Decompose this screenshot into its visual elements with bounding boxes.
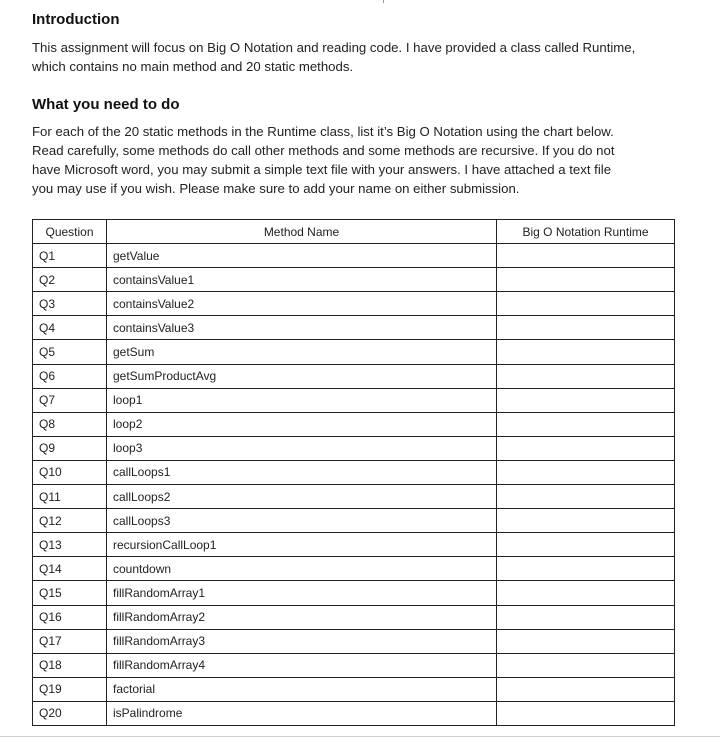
runtime-answer-cell[interactable] bbox=[497, 653, 675, 677]
method-name-cell: loop2 bbox=[107, 412, 497, 436]
table-row bbox=[33, 605, 675, 629]
todo-line: have Microsoft word, you may submit a simple text file with your answers. I have attached a text file bbox=[32, 162, 612, 177]
table-row bbox=[33, 412, 675, 436]
method-name-cell: factorial bbox=[107, 677, 497, 701]
question-cell: Q3 bbox=[33, 292, 107, 316]
table-row bbox=[33, 581, 675, 605]
runtime-answer-cell[interactable] bbox=[497, 436, 675, 460]
runtime-answer-cell[interactable] bbox=[497, 485, 675, 509]
runtime-answer-cell[interactable] bbox=[497, 316, 675, 340]
table-row bbox=[33, 316, 675, 340]
question-cell: Q16 bbox=[33, 605, 107, 629]
runtime-answer-cell[interactable] bbox=[497, 533, 675, 557]
question-cell: Q9 bbox=[33, 436, 107, 460]
runtime-answer-cell[interactable] bbox=[497, 268, 675, 292]
method-name-cell: loop1 bbox=[107, 388, 497, 412]
intro-line: which contains no main method and 20 static methods. bbox=[32, 59, 354, 74]
intro-line: This assignment will focus on Big O Notation and reading code. I have provided a class called Runtime, bbox=[32, 40, 636, 55]
runtime-answer-cell[interactable] bbox=[497, 557, 675, 581]
method-name-cell: fillRandomArray1 bbox=[107, 581, 497, 605]
intro-paragraph bbox=[32, 38, 692, 76]
runtime-answer-cell[interactable] bbox=[497, 340, 675, 364]
runtime-answer-cell[interactable] bbox=[497, 629, 675, 653]
runtime-answer-cell[interactable] bbox=[497, 364, 675, 388]
question-cell: Q8 bbox=[33, 412, 107, 436]
question-cell: Q15 bbox=[33, 581, 107, 605]
table-row bbox=[33, 653, 675, 677]
table-row bbox=[33, 388, 675, 412]
method-name-cell: fillRandomArray3 bbox=[107, 629, 497, 653]
method-name-cell: recursionCallLoop1 bbox=[107, 533, 497, 557]
table-row bbox=[33, 485, 675, 509]
question-cell: Q11 bbox=[33, 485, 107, 509]
question-cell: Q1 bbox=[33, 244, 107, 268]
question-cell: Q7 bbox=[33, 388, 107, 412]
runtime-answer-cell[interactable] bbox=[497, 581, 675, 605]
runtime-table bbox=[32, 219, 675, 726]
question-cell: Q12 bbox=[33, 509, 107, 533]
question-cell: Q6 bbox=[33, 364, 107, 388]
runtime-answer-cell[interactable] bbox=[497, 244, 675, 268]
method-name-cell: getSum bbox=[107, 340, 497, 364]
table-row bbox=[33, 340, 675, 364]
table-row bbox=[33, 533, 675, 557]
header-question: Question bbox=[33, 220, 107, 244]
question-cell: Q10 bbox=[33, 460, 107, 484]
table-body bbox=[33, 244, 675, 726]
question-cell: Q14 bbox=[33, 557, 107, 581]
method-name-cell: countdown bbox=[107, 557, 497, 581]
runtime-answer-cell[interactable] bbox=[497, 701, 675, 725]
todo-line: For each of the 20 static methods in the Runtime class, list it’s Big O Notation using the chart below. bbox=[32, 124, 614, 139]
intro-heading: Introduction bbox=[32, 11, 120, 28]
method-name-cell: callLoops1 bbox=[107, 460, 497, 484]
table-row bbox=[33, 557, 675, 581]
question-cell: Q5 bbox=[33, 340, 107, 364]
page-break-mark bbox=[383, 0, 384, 3]
question-cell: Q2 bbox=[33, 268, 107, 292]
runtime-answer-cell[interactable] bbox=[497, 292, 675, 316]
question-cell: Q20 bbox=[33, 701, 107, 725]
method-name-cell: containsValue3 bbox=[107, 316, 497, 340]
question-cell: Q13 bbox=[33, 533, 107, 557]
method-name-cell: callLoops2 bbox=[107, 485, 497, 509]
runtime-answer-cell[interactable] bbox=[497, 388, 675, 412]
table-row bbox=[33, 701, 675, 725]
method-name-cell: isPalindrome bbox=[107, 701, 497, 725]
table-row bbox=[33, 364, 675, 388]
table-row bbox=[33, 509, 675, 533]
runtime-answer-cell[interactable] bbox=[497, 412, 675, 436]
table-header-row bbox=[33, 220, 675, 244]
method-name-cell: containsValue2 bbox=[107, 292, 497, 316]
runtime-answer-cell[interactable] bbox=[497, 460, 675, 484]
header-method-name: Method Name bbox=[107, 220, 497, 244]
runtime-answer-cell[interactable] bbox=[497, 677, 675, 701]
question-cell: Q4 bbox=[33, 316, 107, 340]
table-row bbox=[33, 460, 675, 484]
table-row bbox=[33, 292, 675, 316]
method-name-cell: fillRandomArray4 bbox=[107, 653, 497, 677]
todo-line: Read carefully, some methods do call other methods and some methods are recursive. If you do not bbox=[32, 143, 615, 158]
method-name-cell: loop3 bbox=[107, 436, 497, 460]
question-cell: Q18 bbox=[33, 653, 107, 677]
todo-line: you may use if you wish. Please make sure to add your name on either submission. bbox=[32, 181, 520, 196]
method-name-cell: getValue bbox=[107, 244, 497, 268]
table-row bbox=[33, 436, 675, 460]
bottom-rule bbox=[0, 736, 720, 737]
question-cell: Q17 bbox=[33, 629, 107, 653]
runtime-answer-cell[interactable] bbox=[497, 605, 675, 629]
todo-heading: What you need to do bbox=[32, 96, 180, 113]
runtime-answer-cell[interactable] bbox=[497, 509, 675, 533]
table-row bbox=[33, 244, 675, 268]
table-row bbox=[33, 629, 675, 653]
table-row bbox=[33, 677, 675, 701]
table-row bbox=[33, 268, 675, 292]
method-name-cell: containsValue1 bbox=[107, 268, 497, 292]
method-name-cell: getSumProductAvg bbox=[107, 364, 497, 388]
method-name-cell: callLoops3 bbox=[107, 509, 497, 533]
method-name-cell: fillRandomArray2 bbox=[107, 605, 497, 629]
header-big-o-runtime: Big O Notation Runtime bbox=[497, 220, 675, 244]
todo-paragraph bbox=[32, 122, 692, 198]
question-cell: Q19 bbox=[33, 677, 107, 701]
